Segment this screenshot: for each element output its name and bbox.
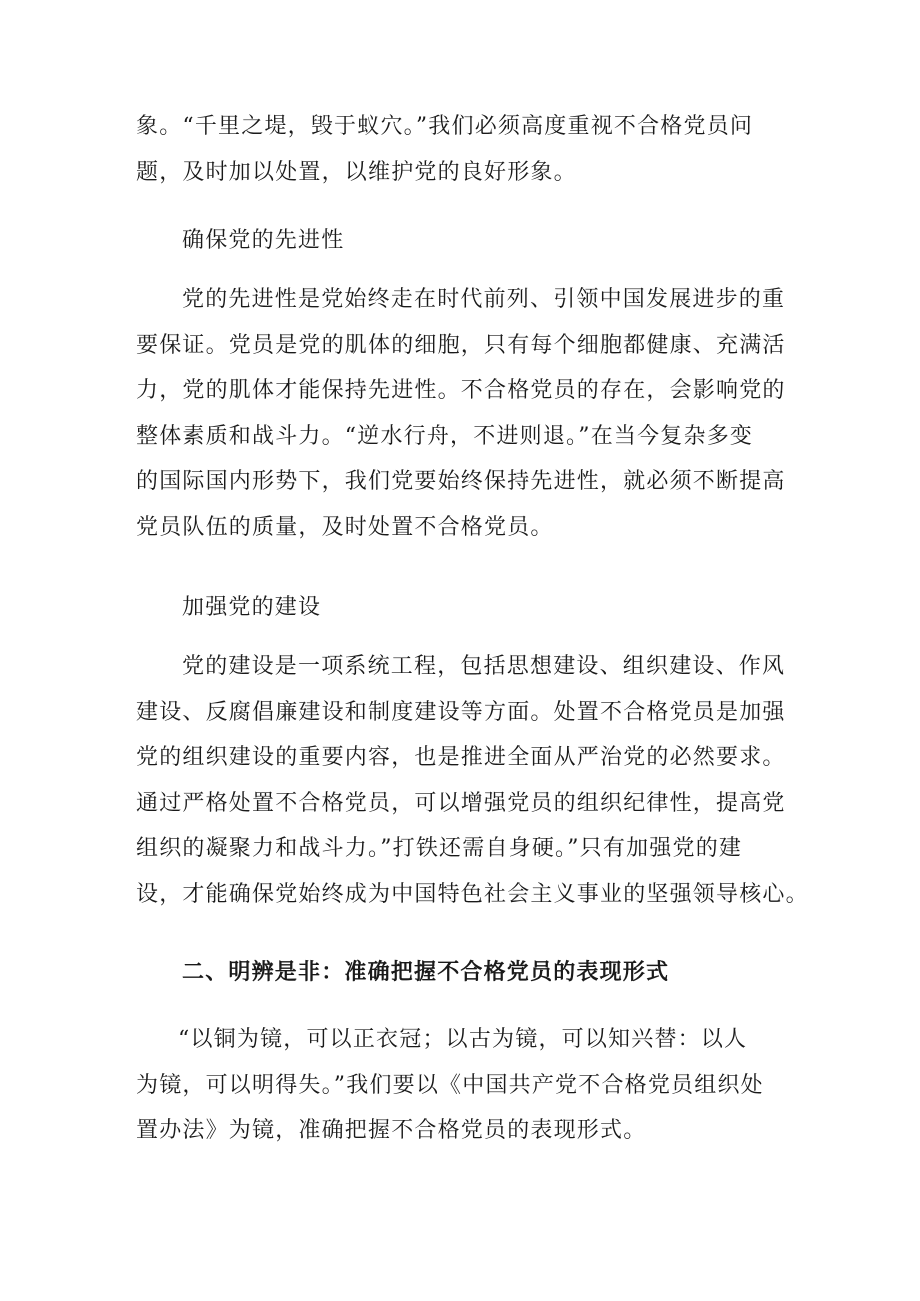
section-heading-two: 二、明辨是非：准确把握不合格党员的表现形式 bbox=[182, 960, 670, 985]
text-line: 设，才能确保党始终成为中国特色社会主义事业的坚强领导核心。 bbox=[136, 881, 809, 907]
text-line: 整体素质和战斗力。“逆水行舟，不进则退。”在当今复杂多变 bbox=[136, 423, 754, 449]
text-line: 建设、反腐倡廉建设和制度建设等方面。处置不合格党员是加强 bbox=[136, 699, 786, 725]
text-line: 要保证。党员是党的肌体的细胞，只有每个细胞都健康、充满活 bbox=[136, 332, 786, 358]
text-line: 象。“千里之堤，毁于蚁穴。”我们必须高度重视不合格党员问 bbox=[136, 114, 754, 139]
text-line: “以铜为镜，可以正衣冠；以古为镜，可以知兴替：以人 bbox=[178, 1027, 748, 1052]
paragraph-advanced-nature bbox=[136, 277, 796, 551]
paragraph-party-image bbox=[136, 104, 796, 195]
text-line: 党的先进性是党始终走在时代前列、引领中国发展进步的重 bbox=[182, 287, 786, 312]
paragraph-mirror-quote bbox=[136, 1017, 796, 1154]
text-line: 党员队伍的质量，及时处置不合格党员。 bbox=[136, 514, 554, 540]
text-line: 组织的凝聚力和战斗力。”打铁还需自身硬。”只有加强党的建 bbox=[136, 836, 743, 862]
text-line: 的国际国内形势下，我们党要始终保持先进性，就必须不断提高 bbox=[136, 469, 786, 495]
text-line: 置办法》为镜，准确把握不合格党员的表现形式。 bbox=[136, 1118, 647, 1144]
text-line: 题，及时加以处置，以维护党的良好形象。 bbox=[136, 159, 577, 185]
subheading-strengthen-party-building: 加强党的建设 bbox=[182, 595, 322, 620]
paragraph-party-building bbox=[136, 644, 809, 918]
text-line: 通过严格处置不合格党员，可以增强党员的组织纪律性，提高党 bbox=[136, 790, 786, 816]
text-line: 党的建设是一项系统工程，包括思想建设、组织建设、作风 bbox=[182, 654, 786, 679]
text-line: 党的组织建设的重要内容，也是推进全面从严治党的必然要求。 bbox=[136, 745, 786, 771]
text-line: 力，党的肌体才能保持先进性。不合格党员的存在，会影响党的 bbox=[136, 378, 786, 404]
text-line: 为镜，可以明得失。”我们要以《中国共产党不合格党员组织处 bbox=[136, 1072, 764, 1098]
subheading-ensure-advanced-nature: 确保党的先进性 bbox=[182, 228, 345, 253]
